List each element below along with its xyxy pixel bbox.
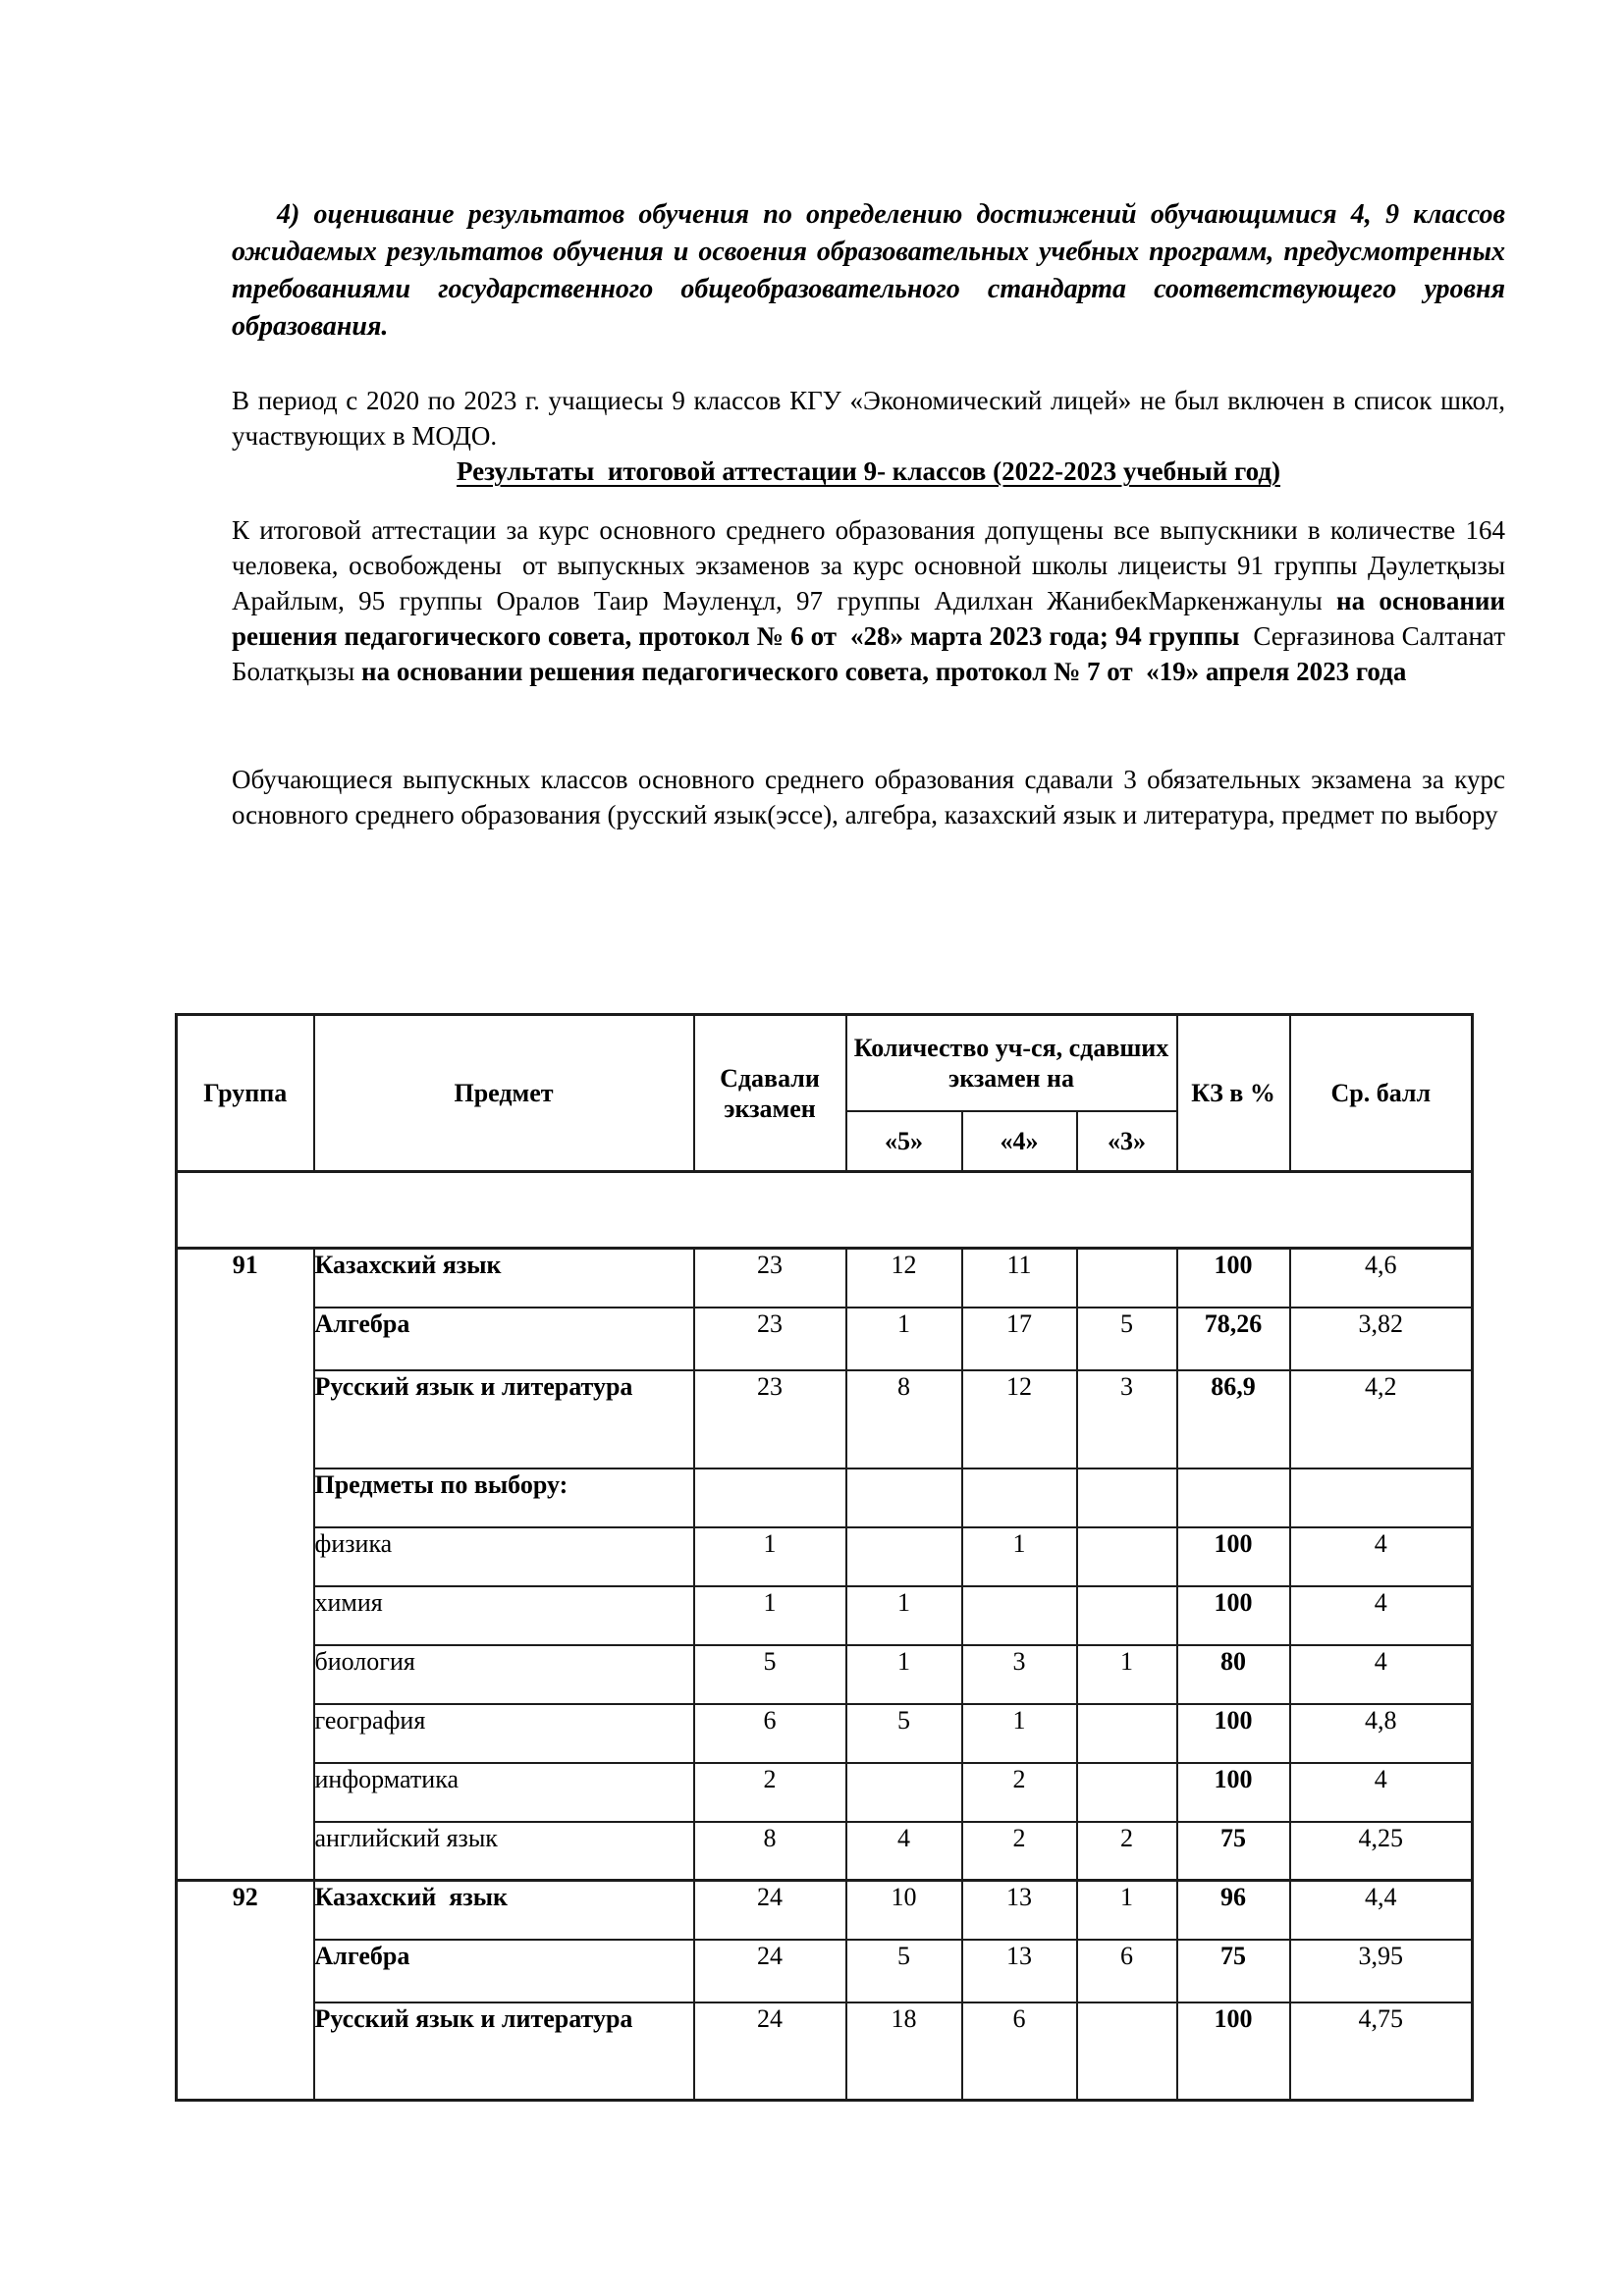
cell-mark3 [1077,1249,1177,1308]
paragraph-mandatory-exams: Обучающиеся выпускных классов основного среднего образования сдавали 3 обязательных экзамена за курс основного среднего образования (русский язык(эссе), алгебра, казахский язык и литература, предмет по выбору [232,765,1512,829]
cell-mark3 [1077,1586,1177,1645]
p3-bold-2: на основании решения педагогического совета, протокол № 7 от «19» апреля 2023 года [361,657,1407,686]
cell-subject: химия [314,1586,694,1645]
cell-sat: 24 [694,1940,846,2002]
cell-kz: 80 [1177,1645,1290,1704]
cell-mark4: 6 [962,2002,1077,2101]
cell-kz: 100 [1177,2002,1290,2101]
cell-mark3 [1077,1704,1177,1763]
cell-avg: 4,75 [1290,2002,1473,2101]
cell-mark5: 1 [846,1645,962,1704]
table-row [177,1468,1473,1527]
cell-subject: Предметы по выбору: [314,1468,694,1527]
cell-mark3 [1077,1527,1177,1586]
cell-sat: 23 [694,1249,846,1308]
cell-mark3: 1 [1077,1881,1177,1940]
cell-mark4: 2 [962,1822,1077,1881]
col-header-sat-exam: Сдавали экзамен [694,1015,846,1172]
cell-kz: 75 [1177,1940,1290,2002]
table-row [177,1940,1473,2002]
cell-sat: 6 [694,1704,846,1763]
cell-avg: 4 [1290,1527,1473,1586]
cell-avg: 4 [1290,1763,1473,1822]
cell-sat: 23 [694,1308,846,1370]
cell-avg: 4,4 [1290,1881,1473,1940]
cell-subject: Алгебра [314,1940,694,2002]
col-header-subject: Предмет [314,1015,694,1172]
cell-subject: Русский язык и литература [314,1370,694,1468]
cell-sat: 1 [694,1527,846,1586]
cell-mark5: 10 [846,1881,962,1940]
cell-mark5: 12 [846,1249,962,1308]
cell-avg: 4 [1290,1586,1473,1645]
cell-avg: 4,6 [1290,1249,1473,1308]
cell-mark4: 13 [962,1940,1077,2002]
cell-mark4: 11 [962,1249,1077,1308]
cell-mark5: 18 [846,2002,962,2101]
cell-subject: география [314,1704,694,1763]
cell-subject: биология [314,1645,694,1704]
cell-sat: 1 [694,1586,846,1645]
cell-mark5: 1 [846,1586,962,1645]
cell-sat: 2 [694,1763,846,1822]
cell-sat [694,1468,846,1527]
cell-subject: информатика [314,1763,694,1822]
cell-mark5: 8 [846,1370,962,1468]
cell-mark5 [846,1527,962,1586]
cell-mark5 [846,1468,962,1527]
table-row [177,1249,1473,1308]
cell-subject: физика [314,1527,694,1586]
table-row [177,1822,1473,1881]
cell-mark5: 4 [846,1822,962,1881]
paragraph-modo-period: В период с 2020 по 2023 г. учащиесы 9 классов КГУ «Экономический лицей» не был включен в список школ, участвующих в МОДО. [232,386,1512,451]
table-row [177,1645,1473,1704]
cell-subject: Казахский язык [314,1249,694,1308]
col-header-mark5: «5» [846,1111,962,1172]
cell-mark3: 1 [1077,1645,1177,1704]
cell-kz: 100 [1177,1763,1290,1822]
cell-subject: Алгебра [314,1308,694,1370]
cell-mark4: 13 [962,1881,1077,1940]
cell-avg: 4,2 [1290,1370,1473,1468]
col-header-mark3: «3» [1077,1111,1177,1172]
paragraph-attestation-details [232,512,1512,689]
col-header-kz-percent: КЗ в % [1177,1015,1290,1172]
cell-kz: 75 [1177,1822,1290,1881]
cell-mark3: 3 [1077,1370,1177,1468]
cell-avg: 4,8 [1290,1704,1473,1763]
cell-mark5: 1 [846,1308,962,1370]
table-row [177,1881,1473,1940]
cell-sat: 8 [694,1822,846,1881]
cell-mark4: 12 [962,1370,1077,1468]
cell-kz: 78,26 [1177,1308,1290,1370]
col-header-count-passed: Количество уч-ся, сдавших экзамен на [846,1015,1177,1111]
col-header-avg-score: Ср. балл [1290,1015,1473,1172]
cell-group-92: 92 [177,1881,314,2101]
table-row [177,1527,1473,1586]
cell-mark3: 2 [1077,1822,1177,1881]
p3-bold-1: на основании решения педагогического совета, протокол № 6 от «28» марта 2023 года; 94 группы [232,586,1512,651]
cell-subject: английский язык [314,1822,694,1881]
table-row [177,2002,1473,2101]
cell-avg: 3,82 [1290,1308,1473,1370]
cell-mark3 [1077,2002,1177,2101]
cell-subject: Казахский язык [314,1881,694,1940]
table-row [177,1704,1473,1763]
cell-kz: 96 [1177,1881,1290,1940]
col-header-mark4: «4» [962,1111,1077,1172]
table-row [177,1763,1473,1822]
table-header-row-1 [177,1015,1473,1111]
exam-results-table [175,1013,1474,2102]
cell-mark4: 1 [962,1527,1077,1586]
cell-kz: 100 [1177,1586,1290,1645]
cell-subject: Русский язык и литература [314,2002,694,2101]
cell-mark4: 2 [962,1763,1077,1822]
p3-text-2: Серғазинова Салтанат Болатқызы [232,621,1512,686]
cell-avg: 4,25 [1290,1822,1473,1881]
cell-sat: 5 [694,1645,846,1704]
cell-mark4: 17 [962,1308,1077,1370]
cell-kz: 100 [1177,1249,1290,1308]
heading-underlined-text: Результаты итоговой аттестации 9- классов (2022-2023 учебный год) [456,456,1280,486]
cell-mark3: 6 [1077,1940,1177,2002]
cell-mark4: 1 [962,1704,1077,1763]
cell-avg: 4 [1290,1645,1473,1704]
cell-mark5: 5 [846,1704,962,1763]
table-row [177,1308,1473,1370]
cell-kz [1177,1468,1290,1527]
p3-text-1: К итоговой аттестации за курс основного среднего образования допущены все выпускники в количестве 164 человека, освобождены от выпускных экзаменов за курс основной школы лицеисты 91 группы Дәулетқызы Арайлым, 95 группы Оралов Таир Мәуленұл, 97 группы Адилхан ЖанибекМаркенжанулы [232,515,1512,615]
paragraph-evaluation-item4: 4) оценивание результатов обучения по определению достижений обучающимися 4, 9 классов ожидаемых результатов обучения и освоения образовательных учебных программ, предусмотренных требованиями государственного общеобразовательного стандарта соответствующего уровня образования. [232,199,1512,342]
section-heading-results [232,454,1505,489]
cell-sat: 23 [694,1370,846,1468]
cell-mark4: 3 [962,1645,1077,1704]
table-spacer-row [177,1172,1473,1249]
cell-kz: 100 [1177,1704,1290,1763]
cell-mark3 [1077,1468,1177,1527]
cell-avg: 3,95 [1290,1940,1473,2002]
cell-mark5 [846,1763,962,1822]
cell-group-91: 91 [177,1249,314,1881]
cell-mark5: 5 [846,1940,962,2002]
table-row [177,1586,1473,1645]
spacer-cell [177,1172,1473,1249]
cell-mark3: 5 [1077,1308,1177,1370]
cell-avg [1290,1468,1473,1527]
cell-sat: 24 [694,1881,846,1940]
cell-kz: 100 [1177,1527,1290,1586]
cell-mark4 [962,1586,1077,1645]
cell-sat: 24 [694,2002,846,2101]
table-row [177,1370,1473,1468]
cell-mark3 [1077,1763,1177,1822]
col-header-group: Группа [177,1015,314,1172]
cell-kz: 86,9 [1177,1370,1290,1468]
cell-mark4 [962,1468,1077,1527]
